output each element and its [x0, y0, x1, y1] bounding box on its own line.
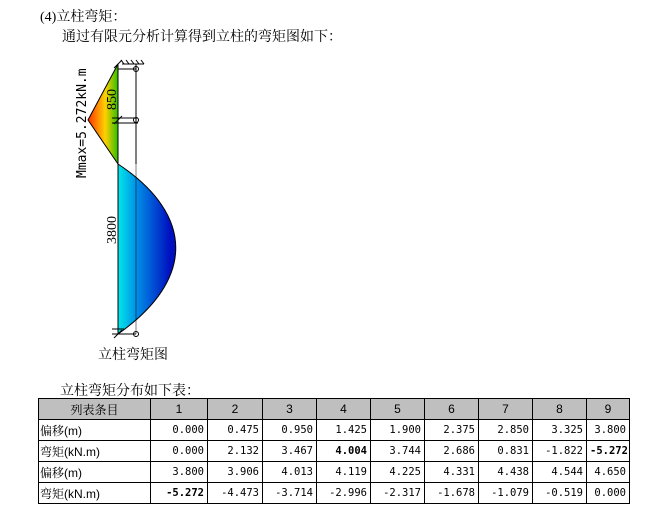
table-cell: 3.467	[263, 441, 317, 462]
table-cell: 2.375	[425, 420, 479, 441]
table-row	[39, 483, 630, 504]
table-header-cell: 4	[317, 399, 371, 420]
table-cell: 2.850	[479, 420, 533, 441]
table-cell: 0.000	[151, 441, 208, 462]
table-header-cell: 1	[151, 399, 208, 420]
table-header-cell: 8	[533, 399, 587, 420]
table-cell: 3.744	[371, 441, 425, 462]
bending-moment-diagram	[0, 0, 260, 344]
table-cell: 3.800	[587, 420, 630, 441]
table-cell: -5.272	[151, 483, 208, 504]
table-cell: 4.119	[317, 462, 371, 483]
table-header-item-column: 列表条目	[39, 399, 151, 420]
table-row	[39, 420, 630, 441]
section-heading: (4)立柱弯矩：	[40, 10, 127, 25]
table-cell: 4.331	[425, 462, 479, 483]
table-cell: 2.686	[425, 441, 479, 462]
moment-region-bottom	[118, 164, 176, 334]
row-label: 弯矩(kN.m)	[39, 441, 151, 462]
table-header-cell: 9	[587, 399, 630, 420]
table-header-cell: 6	[425, 399, 479, 420]
table-cell: -1.822	[533, 441, 587, 462]
table-cell: 4.544	[533, 462, 587, 483]
table-header-cell: 3	[263, 399, 317, 420]
table-cell: -1.678	[425, 483, 479, 504]
row-label: 偏移(m)	[39, 420, 151, 441]
table-row	[39, 441, 630, 462]
table-cell: 2.132	[208, 441, 263, 462]
table-cell: 0.000	[151, 420, 208, 441]
table-cell: 1.900	[371, 420, 425, 441]
table-row	[39, 462, 630, 483]
support-top-icon	[118, 60, 144, 72]
table-header-cell: 7	[479, 399, 533, 420]
moment-region-top	[88, 64, 118, 164]
table-cell: 0.831	[479, 441, 533, 462]
table-cell: 1.425	[317, 420, 371, 441]
table-cell: -2.996	[317, 483, 371, 504]
table-cell: 3.906	[208, 462, 263, 483]
dimension-label-bottom: 3800	[105, 216, 120, 244]
table-cell: 0.000	[587, 483, 630, 504]
table-cell: 4.013	[263, 462, 317, 483]
table-cell: 4.438	[479, 462, 533, 483]
table-cell: -3.714	[263, 483, 317, 504]
table-header-cell: 2	[208, 399, 263, 420]
table-header-cell: 5	[371, 399, 425, 420]
table-cell: -1.079	[479, 483, 533, 504]
table-cell: 3.800	[151, 462, 208, 483]
table-cell: 0.950	[263, 420, 317, 441]
table-cell: -5.272	[587, 441, 630, 462]
table-intro-text: 立柱弯矩分布如下表：	[60, 384, 200, 399]
table-cell: 0.475	[208, 420, 263, 441]
table-cell: 4.225	[371, 462, 425, 483]
moment-table	[38, 398, 630, 504]
row-label: 偏移(m)	[39, 462, 151, 483]
mmax-label: Mmax=5.272kN.m	[75, 68, 90, 178]
dimension-label-top: 850	[105, 89, 120, 110]
intro-text: 通过有限元分析计算得到立柱的弯矩图如下：	[62, 30, 342, 45]
diagram-caption: 立柱弯矩图	[98, 348, 168, 363]
table-cell: 4.004	[317, 441, 371, 462]
row-label: 弯矩(kN.m)	[39, 483, 151, 504]
table-cell: 4.650	[587, 462, 630, 483]
table-cell: -2.317	[371, 483, 425, 504]
table-cell: 3.325	[533, 420, 587, 441]
table-cell: -4.473	[208, 483, 263, 504]
table-cell: -0.519	[533, 483, 587, 504]
